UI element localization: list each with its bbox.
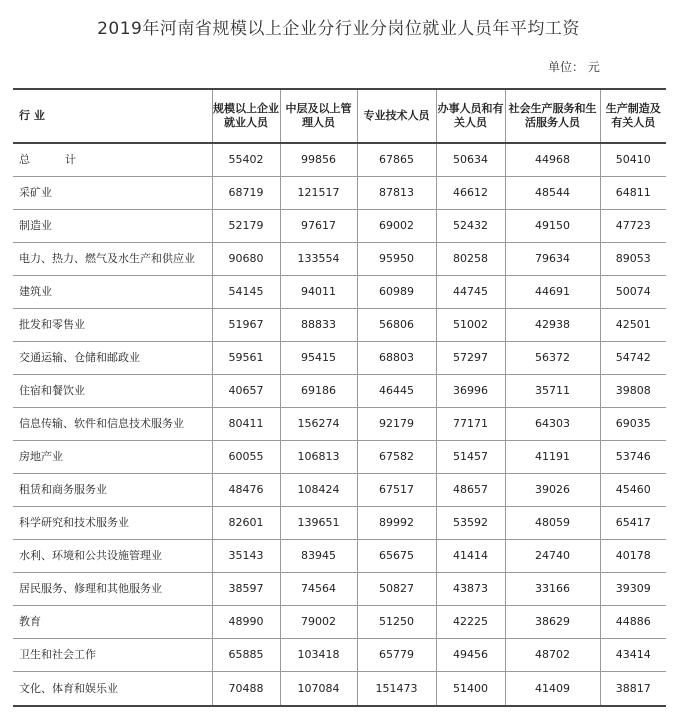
technical-staff-cell: 67517 [357,474,436,507]
table-row [13,606,666,639]
service-staff-cell: 41191 [505,441,600,474]
production-staff-cell: 39309 [600,573,666,606]
industry-cell: 电力、热力、燃气及水生产和供应业 [13,243,212,276]
production-staff-cell: 65417 [600,507,666,540]
header-industry: 行 业 [13,89,212,143]
enterprise-employees-cell: 65885 [212,639,280,672]
production-staff-cell: 69035 [600,408,666,441]
industry-cell: 房地产业 [13,441,212,474]
clerical-staff-cell: 44745 [436,276,505,309]
service-staff-cell: 44691 [505,276,600,309]
technical-staff-cell: 87813 [357,177,436,210]
service-staff-cell: 79634 [505,243,600,276]
table-row [13,507,666,540]
table-row [13,143,666,177]
enterprise-employees-cell: 90680 [212,243,280,276]
header-enterprise-employees: 规模以上企业就业人员 [212,89,280,143]
managers-cell: 83945 [280,540,357,573]
managers-cell: 88833 [280,309,357,342]
clerical-staff-cell: 51002 [436,309,505,342]
table-row [13,672,666,707]
industry-cell: 教育 [13,606,212,639]
page-title: 2019年河南省规模以上企业分行业分岗位就业人员年平均工资 [97,19,580,39]
unit-label: 单位： 元 [548,60,600,74]
clerical-staff-cell: 41414 [436,540,505,573]
managers-cell: 79002 [280,606,357,639]
technical-staff-cell: 51250 [357,606,436,639]
production-staff-cell: 53746 [600,441,666,474]
service-staff-cell: 24740 [505,540,600,573]
clerical-staff-cell: 51400 [436,672,505,707]
clerical-staff-cell: 46612 [436,177,505,210]
clerical-staff-cell: 36996 [436,375,505,408]
enterprise-employees-cell: 68719 [212,177,280,210]
service-staff-cell: 48702 [505,639,600,672]
technical-staff-cell: 60989 [357,276,436,309]
header-service-staff: 社会生产服务和生活服务人员 [505,89,600,143]
technical-staff-cell: 67582 [357,441,436,474]
production-staff-cell: 45460 [600,474,666,507]
table-row [13,573,666,606]
header-technical-staff: 专业技术人员 [357,89,436,143]
clerical-staff-cell: 50634 [436,143,505,177]
table-row [13,408,666,441]
industry-cell: 文化、体育和娱乐业 [13,672,212,707]
service-staff-cell: 48059 [505,507,600,540]
industry-cell: 租赁和商务服务业 [13,474,212,507]
wage-table [13,88,666,707]
enterprise-employees-cell: 52179 [212,210,280,243]
enterprise-employees-cell: 82601 [212,507,280,540]
industry-cell: 卫生和社会工作 [13,639,212,672]
industry-cell: 水利、环境和公共设施管理业 [13,540,212,573]
technical-staff-cell: 92179 [357,408,436,441]
technical-staff-cell: 69002 [357,210,436,243]
production-staff-cell: 39808 [600,375,666,408]
production-staff-cell: 64811 [600,177,666,210]
technical-staff-cell: 65779 [357,639,436,672]
clerical-staff-cell: 52432 [436,210,505,243]
managers-cell: 156274 [280,408,357,441]
table-row [13,474,666,507]
managers-cell: 74564 [280,573,357,606]
enterprise-employees-cell: 54145 [212,276,280,309]
managers-cell: 97617 [280,210,357,243]
enterprise-employees-cell: 40657 [212,375,280,408]
technical-staff-cell: 89992 [357,507,436,540]
technical-staff-cell: 65675 [357,540,436,573]
production-staff-cell: 42501 [600,309,666,342]
production-staff-cell: 43414 [600,639,666,672]
service-staff-cell: 38629 [505,606,600,639]
industry-cell: 总 计 [13,143,212,177]
technical-staff-cell: 67865 [357,143,436,177]
table-row [13,210,666,243]
service-staff-cell: 48544 [505,177,600,210]
industry-cell: 采矿业 [13,177,212,210]
enterprise-employees-cell: 70488 [212,672,280,707]
enterprise-employees-cell: 51967 [212,309,280,342]
service-staff-cell: 64303 [505,408,600,441]
service-staff-cell: 49150 [505,210,600,243]
managers-cell: 99856 [280,143,357,177]
table-row [13,540,666,573]
industry-cell: 住宿和餐饮业 [13,375,212,408]
header-managers: 中层及以上管理人员 [280,89,357,143]
table-row [13,243,666,276]
managers-cell: 103418 [280,639,357,672]
enterprise-employees-cell: 55402 [212,143,280,177]
managers-cell: 95415 [280,342,357,375]
table-row [13,342,666,375]
production-staff-cell: 89053 [600,243,666,276]
managers-cell: 121517 [280,177,357,210]
service-staff-cell: 35711 [505,375,600,408]
industry-cell: 制造业 [13,210,212,243]
enterprise-employees-cell: 48476 [212,474,280,507]
enterprise-employees-cell: 80411 [212,408,280,441]
production-staff-cell: 50410 [600,143,666,177]
managers-cell: 133554 [280,243,357,276]
production-staff-cell: 50074 [600,276,666,309]
service-staff-cell: 33166 [505,573,600,606]
technical-staff-cell: 56806 [357,309,436,342]
enterprise-employees-cell: 48990 [212,606,280,639]
service-staff-cell: 39026 [505,474,600,507]
header-production-staff: 生产制造及有关人员 [600,89,666,143]
clerical-staff-cell: 51457 [436,441,505,474]
technical-staff-cell: 151473 [357,672,436,707]
clerical-staff-cell: 57297 [436,342,505,375]
clerical-staff-cell: 43873 [436,573,505,606]
enterprise-employees-cell: 60055 [212,441,280,474]
table-row [13,639,666,672]
technical-staff-cell: 68803 [357,342,436,375]
technical-staff-cell: 46445 [357,375,436,408]
industry-cell: 居民服务、修理和其他服务业 [13,573,212,606]
production-staff-cell: 40178 [600,540,666,573]
table-row [13,309,666,342]
managers-cell: 106813 [280,441,357,474]
industry-cell: 信息传输、软件和信息技术服务业 [13,408,212,441]
managers-cell: 108424 [280,474,357,507]
clerical-staff-cell: 49456 [436,639,505,672]
production-staff-cell: 47723 [600,210,666,243]
table-row [13,177,666,210]
industry-cell: 科学研究和技术服务业 [13,507,212,540]
industry-cell: 交通运输、仓储和邮政业 [13,342,212,375]
service-staff-cell: 56372 [505,342,600,375]
enterprise-employees-cell: 59561 [212,342,280,375]
technical-staff-cell: 50827 [357,573,436,606]
clerical-staff-cell: 77171 [436,408,505,441]
table-row [13,441,666,474]
clerical-staff-cell: 48657 [436,474,505,507]
clerical-staff-cell: 53592 [436,507,505,540]
managers-cell: 94011 [280,276,357,309]
service-staff-cell: 42938 [505,309,600,342]
production-staff-cell: 54742 [600,342,666,375]
production-staff-cell: 38817 [600,672,666,707]
enterprise-employees-cell: 35143 [212,540,280,573]
service-staff-cell: 44968 [505,143,600,177]
header-clerical-staff: 办事人员和有关人员 [436,89,505,143]
clerical-staff-cell: 80258 [436,243,505,276]
industry-cell: 建筑业 [13,276,212,309]
service-staff-cell: 41409 [505,672,600,707]
technical-staff-cell: 95950 [357,243,436,276]
enterprise-employees-cell: 38597 [212,573,280,606]
table-row [13,276,666,309]
managers-cell: 69186 [280,375,357,408]
table-row [13,375,666,408]
clerical-staff-cell: 42225 [436,606,505,639]
industry-cell: 批发和零售业 [13,309,212,342]
production-staff-cell: 44886 [600,606,666,639]
table-header-row [13,89,666,143]
managers-cell: 139651 [280,507,357,540]
managers-cell: 107084 [280,672,357,707]
